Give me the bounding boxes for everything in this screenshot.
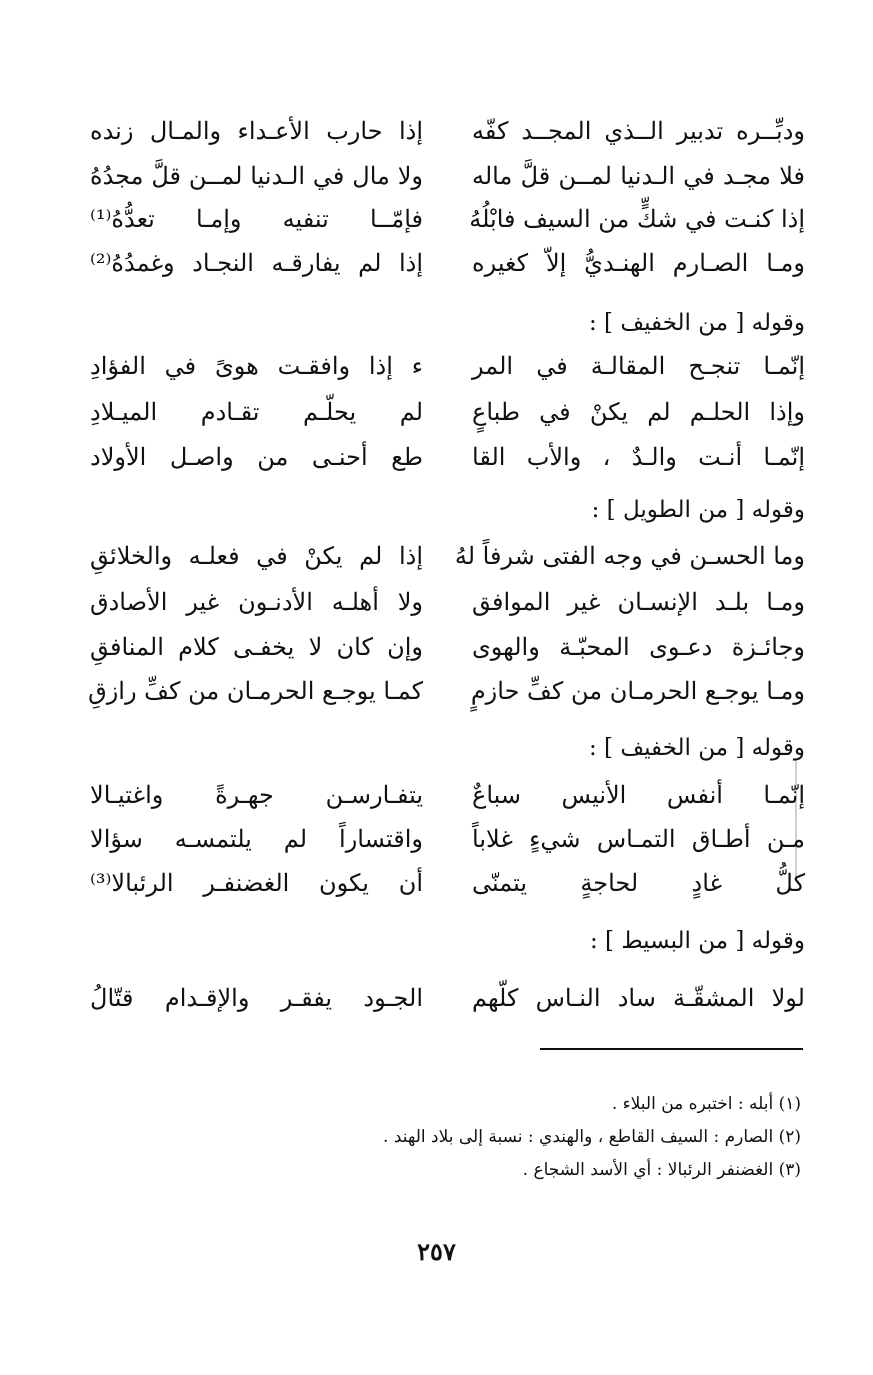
- first-hemistich: فلا مجـد في الـدنيا لمــن قلَّ ماله: [472, 162, 805, 190]
- verse-line: [90, 389, 805, 435]
- verse-line: [90, 624, 805, 670]
- second-hemistich: إذا لم يفارقـه النجـاد وغمدُهُ⁽²⁾: [90, 249, 423, 277]
- first-hemistich: إنّمـا تنجـح المقالـة في المر: [472, 352, 805, 380]
- second-hemistich: الجـود يفقـر والإقـدام قتّالُ: [90, 984, 423, 1012]
- second-hemistich: ولا مال في الـدنيا لمــن قلَّ مجدُهُ: [90, 162, 423, 190]
- footnote: (٢) الصارم : السيف القاطع ، والهندي : نسبة إلى بلاد الهند .: [383, 1127, 801, 1147]
- second-hemistich: ء إذا وافقـت هوىً في الفؤادِ: [90, 352, 423, 380]
- verse-line: [90, 860, 805, 906]
- verse-line: [90, 343, 805, 389]
- first-hemistich: وإذا الحلـم لم يكنْ في طباعٍ: [472, 398, 805, 426]
- first-hemistich: مـن أطـاق التمـاس شيءٍ غلاباً: [472, 825, 805, 853]
- poem-intro: وقوله [ من الخفيف ] :: [588, 310, 805, 336]
- second-hemistich: إذا حارب الأعـداء والمـال زنده: [90, 117, 423, 145]
- second-hemistich: فإمّــا تنفيه وإمـا تعدُّهُ⁽¹⁾: [90, 205, 423, 233]
- footnote: (٣) الغضنفر الرئبالا : أي الأسد الشجاع .: [522, 1160, 801, 1180]
- second-hemistich: ولا أهلـه الأدنـون غير الأصادق: [90, 588, 423, 616]
- verse-line: [90, 153, 805, 199]
- verse-line: [90, 196, 805, 242]
- verse-line: [90, 108, 805, 154]
- verse-line: [90, 240, 805, 286]
- poem-intro: وقوله [ من الطويل ] :: [591, 497, 805, 523]
- verse-line: [90, 772, 805, 818]
- second-hemistich: أن يكون الغضنفـر الرئبالا⁽³⁾: [90, 869, 423, 897]
- verse-line: [90, 816, 805, 862]
- first-hemistich: لولا المشقّـة ساد النـاس كلّهم: [472, 984, 805, 1012]
- first-hemistich: ومـا الصـارم الهنـديُّ إلاّ كغيره: [472, 249, 805, 277]
- first-hemistich: ودبِّــره تدبير الــذي المجــد كفّه: [472, 117, 805, 145]
- poem-intro: وقوله [ من البسيط ] :: [589, 928, 805, 954]
- second-hemistich: إذا لم يكنْ في فعلـه والخلائقِ: [90, 542, 423, 570]
- first-hemistich: وما الحسـن في وجه الفتى شرفاً لهُ: [454, 542, 805, 570]
- second-hemistich: يتفـارسـن جهـرةً واغتيـالا: [90, 781, 423, 809]
- first-hemistich: إنّمـا أنـت والـدٌ ، والأب القا: [472, 443, 805, 471]
- second-hemistich: واقتساراً لم يلتمسـه سؤالا: [90, 825, 423, 853]
- footnote: (١) أبله : اختبره من البلاء .: [611, 1094, 801, 1114]
- second-hemistich: وإن كان لا يخفـى كلام المنافقِ: [90, 633, 423, 661]
- first-hemistich: إذا كنـت في شكٍّ من السيف فابْلُهُ: [469, 205, 805, 233]
- second-hemistich: لم يحلّـم تقـادم الميـلادِ: [90, 398, 423, 426]
- first-hemistich: كلُّ غادٍ لحاجةٍ يتمنّى: [472, 869, 805, 897]
- verse-line: [90, 434, 805, 480]
- verse-line: [90, 975, 805, 1021]
- verse-line: [90, 533, 805, 579]
- page-number: ٢٥٧: [417, 1237, 456, 1266]
- second-hemistich: طع أحنـى من واصـل الأولاد: [90, 443, 423, 471]
- first-hemistich: ومـا يوجـع الحرمـان من كفِّ حازمٍ: [470, 677, 805, 705]
- second-hemistich: كمـا يوجـع الحرمـان من كفِّ رازقِ: [88, 677, 423, 705]
- first-hemistich: وجائـزة دعـوى المحبّـة والهوى: [472, 633, 805, 661]
- footnote-separator: [540, 1048, 803, 1050]
- verse-line: [90, 579, 805, 625]
- poem-intro: وقوله [ من الخفيف ] :: [588, 735, 805, 761]
- first-hemistich: ومـا بلـد الإنسـان غير الموافق: [472, 588, 805, 616]
- verse-line: [90, 668, 805, 714]
- first-hemistich: إنّمـا أنفس الأنيس سباعٌ: [472, 781, 805, 809]
